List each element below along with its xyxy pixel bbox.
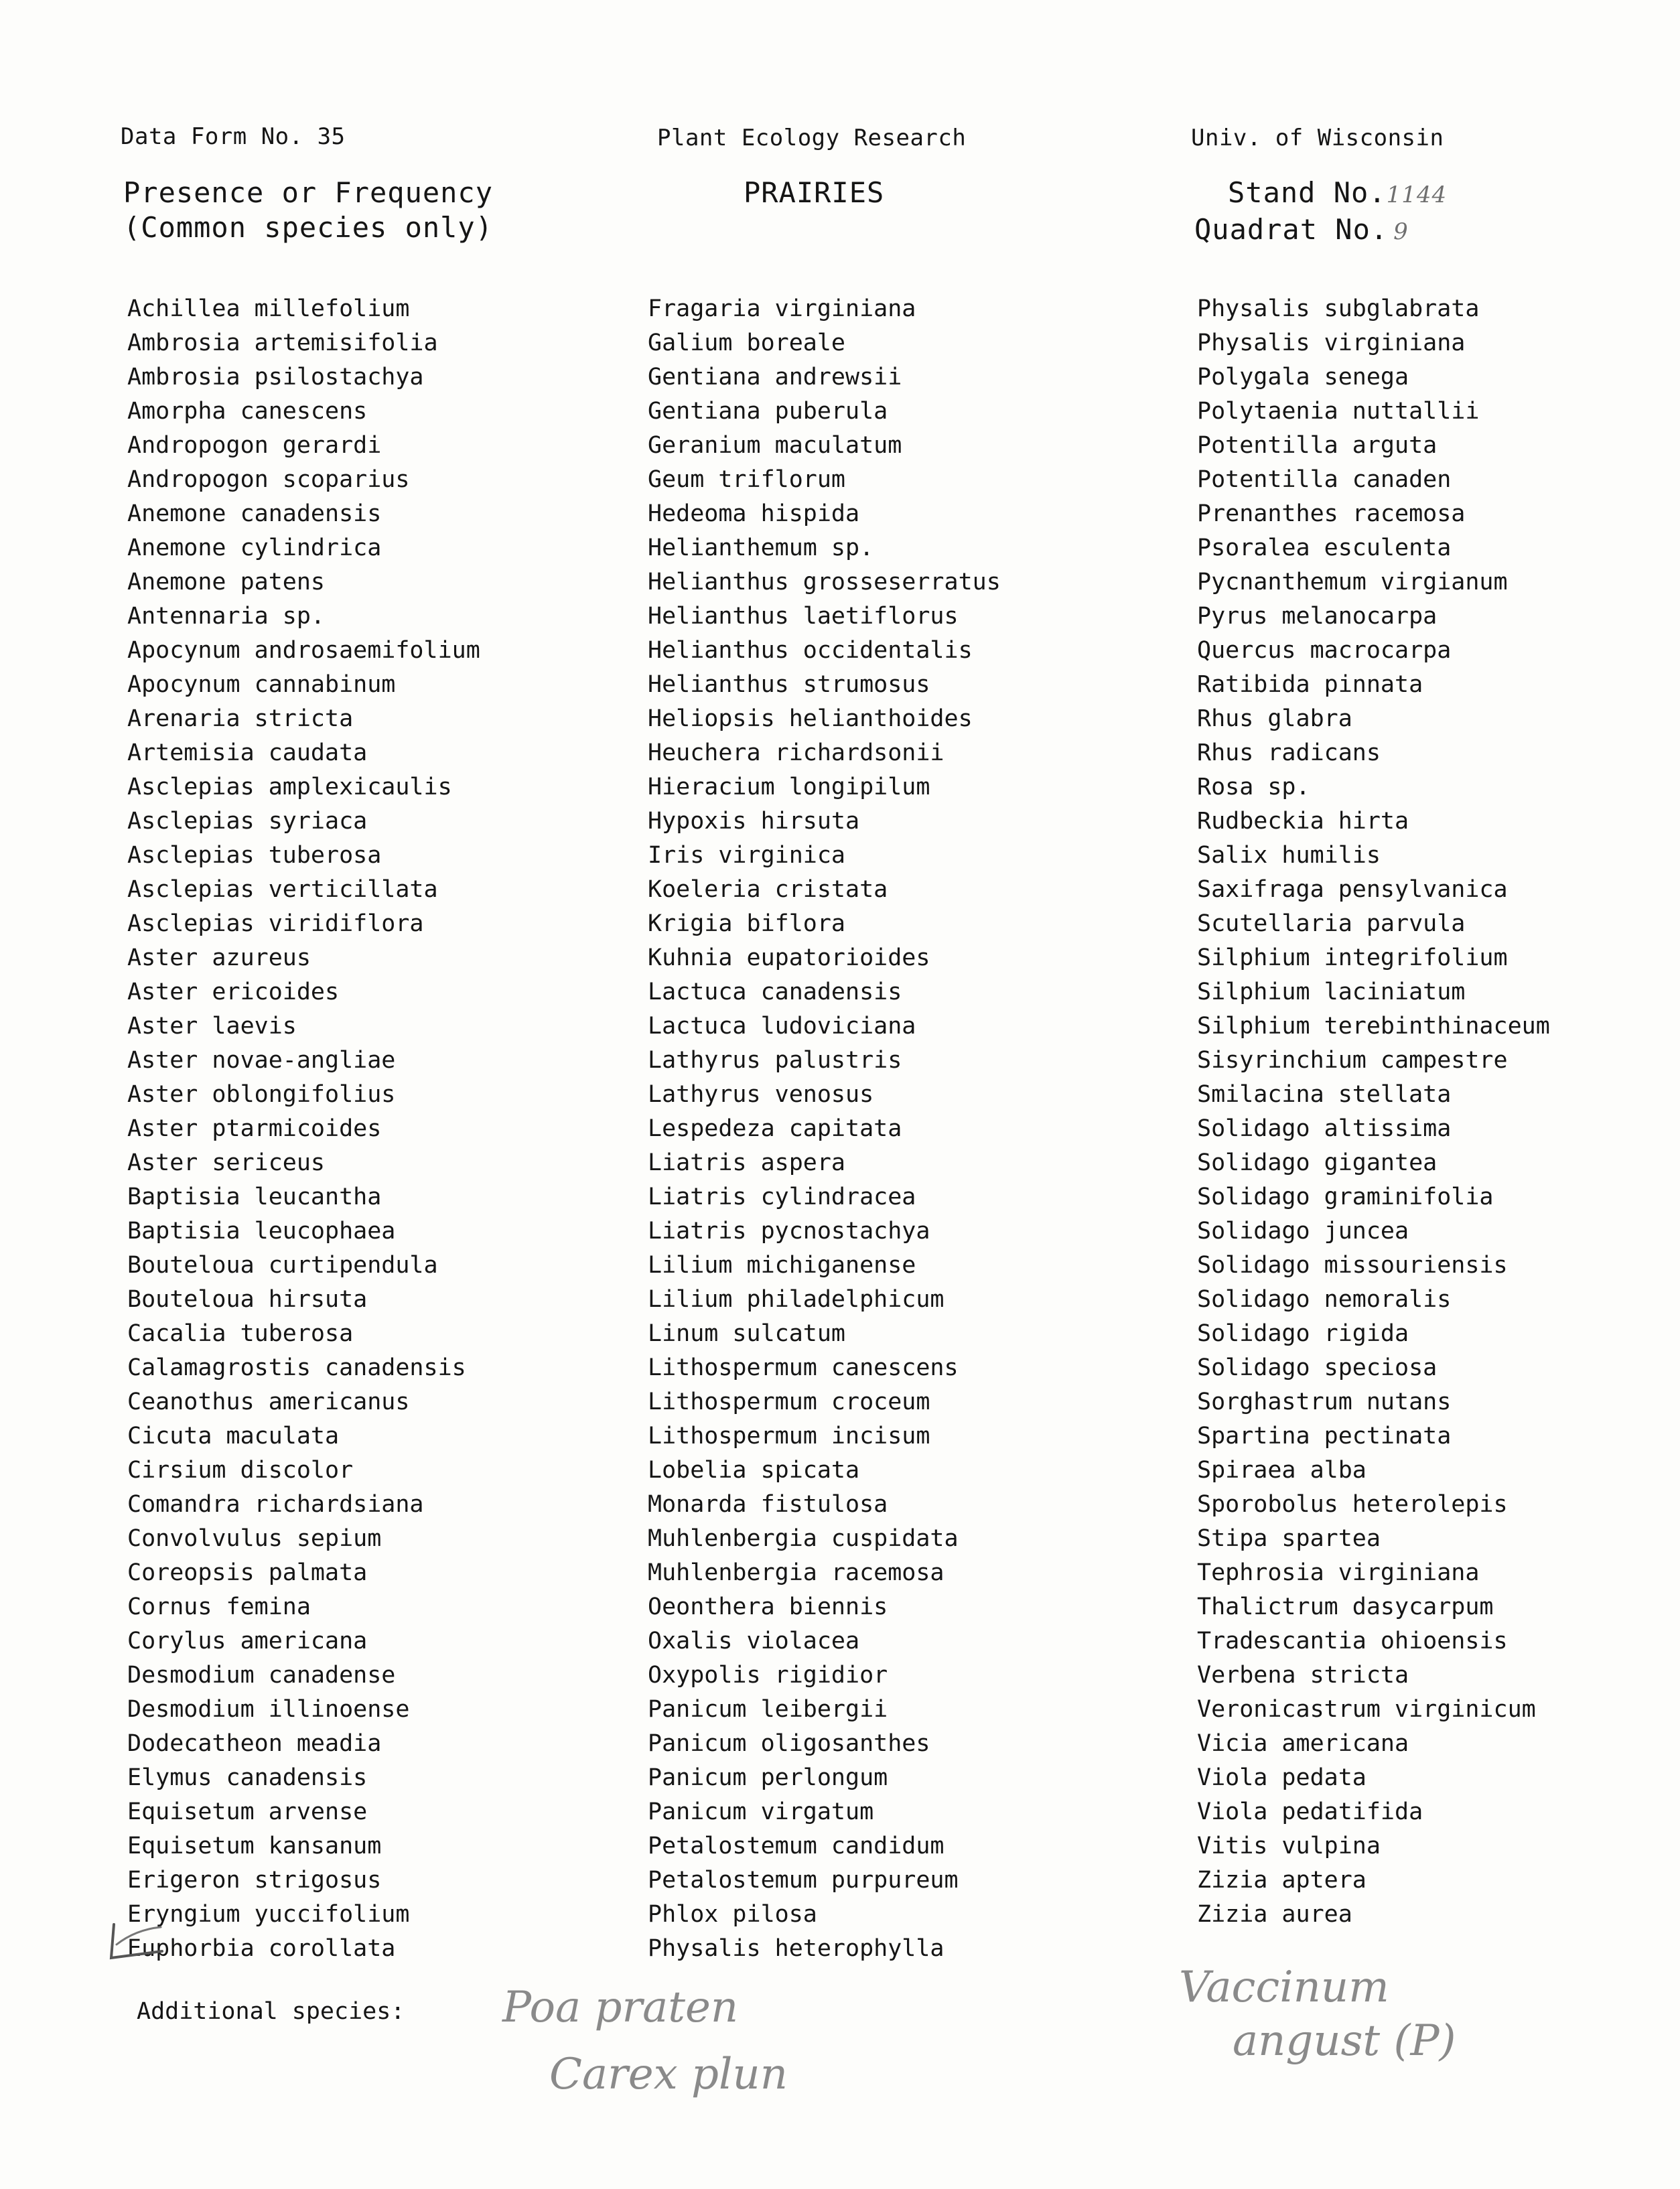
species-item: Iris virginica [648, 842, 846, 869]
species-item: Rudbeckia hirta [1197, 808, 1409, 835]
species-item: Stipa spartea [1197, 1525, 1381, 1552]
species-item: Apocynum androsaemifolium [127, 637, 480, 664]
species-item: Veronicastrum virginicum [1197, 1696, 1536, 1723]
check-mark-icon [109, 1918, 169, 1961]
species-item: Anemone cylindrica [127, 535, 382, 561]
stand-number-row [1194, 175, 1447, 212]
species-item: Solidago juncea [1197, 1218, 1409, 1245]
handwritten-note-angust: angust (P) [1233, 2016, 1456, 2066]
species-item: Euphorbia corollata [127, 1935, 396, 1962]
species-item: Lilium michiganense [648, 1252, 916, 1279]
species-item: Petalostemum purpureum [648, 1867, 959, 1894]
species-item: Salix humilis [1197, 842, 1381, 869]
form-title-center: PRAIRIES [744, 176, 885, 209]
species-item: Andropogon gerardi [127, 432, 382, 459]
species-item: Physalis virginiana [1197, 330, 1466, 356]
species-item: Rosa sp. [1197, 774, 1310, 800]
species-item: Achillea millefolium [127, 295, 410, 322]
species-item: Physalis subglabrata [1197, 295, 1480, 322]
handwritten-note-carex: Carex plun [549, 2050, 788, 2099]
species-item: Comandra richardsiana [127, 1491, 424, 1518]
species-item: Physalis heterophylla [648, 1935, 944, 1962]
species-item: Helianthus laetiflorus [648, 603, 959, 630]
species-item: Zizia aptera [1197, 1867, 1367, 1894]
species-item: Liatris cylindracea [648, 1184, 916, 1210]
species-item: Quercus macrocarpa [1197, 637, 1452, 664]
species-item: Dodecatheon meadia [127, 1730, 382, 1757]
species-item: Asclepias tuberosa [127, 842, 382, 869]
handwritten-note-poa: Poa praten [502, 1983, 739, 2032]
species-item: Solidago missouriensis [1197, 1252, 1508, 1279]
species-item: Spiraea alba [1197, 1457, 1367, 1484]
handwritten-note-vaccinum: Vaccinum [1179, 1963, 1389, 2012]
species-item: Polytaenia nuttallii [1197, 398, 1480, 425]
species-item: Lithospermum canescens [648, 1354, 959, 1381]
species-item: Solidago altissima [1197, 1115, 1452, 1142]
species-item: Liatris pycnostachya [648, 1218, 930, 1245]
title-line-2: (Common species only) [123, 211, 494, 244]
species-item: Corylus americana [127, 1628, 368, 1654]
species-item: Hypoxis hirsuta [648, 808, 860, 835]
species-column-1 [127, 292, 480, 1966]
species-item: Anemone canadensis [127, 500, 382, 527]
species-item: Cicuta maculata [127, 1423, 340, 1450]
species-item: Asclepias verticillata [127, 876, 438, 903]
species-item: Elymus canadensis [127, 1764, 368, 1791]
species-item: Cirsium discolor [127, 1457, 354, 1484]
species-item: Tradescantia ohioensis [1197, 1628, 1508, 1654]
species-item: Tephrosia virginiana [1197, 1559, 1480, 1586]
stand-quadrat-block [1194, 175, 1447, 249]
species-item: Lathyrus palustris [648, 1047, 902, 1074]
species-item: Hieracium longipilum [648, 774, 930, 800]
form-title-left [123, 175, 493, 245]
species-item: Solidago gigantea [1197, 1149, 1438, 1176]
species-item: Aster novae-angliae [127, 1047, 396, 1074]
stand-number-value: 1144 [1386, 182, 1448, 208]
species-item: Equisetum arvense [127, 1798, 368, 1825]
species-item: Lilium philadelphicum [648, 1286, 944, 1313]
species-item: Ambrosia artemisifolia [127, 330, 438, 356]
species-item: Ceanothus americanus [127, 1389, 410, 1415]
species-item: Koeleria cristata [648, 876, 888, 903]
species-item: Vicia americana [1197, 1730, 1409, 1757]
species-item: Potentilla arguta [1197, 432, 1438, 459]
species-item: Scutellaria parvula [1197, 910, 1466, 937]
form-number: Data Form No. 35 [121, 123, 346, 150]
species-item: Vitis vulpina [1197, 1833, 1381, 1859]
quadrat-number-label: Quadrat No. [1194, 213, 1389, 246]
species-item: Sorghastrum nutans [1197, 1389, 1452, 1415]
species-item: Monarda fistulosa [648, 1491, 888, 1518]
species-item: Aster ptarmicoides [127, 1115, 382, 1142]
species-item: Lobelia spicata [648, 1457, 860, 1484]
species-item: Verbena stricta [1197, 1662, 1409, 1689]
species-item: Aster ericoides [127, 979, 340, 1005]
species-item: Prenanthes racemosa [1197, 500, 1466, 527]
species-item: Thalictrum dasycarpum [1197, 1594, 1494, 1620]
species-item: Baptisia leucantha [127, 1184, 382, 1210]
species-item: Helianthus strumosus [648, 671, 930, 698]
species-item: Helianthus grosseserratus [648, 569, 1001, 595]
species-item: Pyrus melanocarpa [1197, 603, 1438, 630]
species-item: Antennaria sp. [127, 603, 326, 630]
species-item: Helianthus occidentalis [648, 637, 973, 664]
species-item: Krigia biflora [648, 910, 846, 937]
species-item: Aster oblongifolius [127, 1081, 396, 1108]
species-item: Andropogon scoparius [127, 466, 410, 493]
species-item: Convolvulus sepium [127, 1525, 382, 1552]
species-item: Asclepias viridiflora [127, 910, 424, 937]
species-item: Eryngium yuccifolium [127, 1901, 410, 1928]
species-item: Calamagrostis canadensis [127, 1354, 466, 1381]
species-item: Cacalia tuberosa [127, 1320, 354, 1347]
species-item: Oxypolis rigidior [648, 1662, 888, 1689]
species-item: Apocynum cannabinum [127, 671, 396, 698]
species-item: Panicum perlongum [648, 1764, 888, 1791]
species-item: Psoralea esculenta [1197, 535, 1452, 561]
species-item: Anemone patens [127, 569, 326, 595]
species-item: Aster sericeus [127, 1149, 326, 1176]
species-item: Liatris aspera [648, 1149, 846, 1176]
species-item: Cornus femina [127, 1594, 311, 1620]
species-column-3 [1197, 292, 1550, 1932]
stand-number-label: Stand No. [1228, 176, 1387, 209]
quadrat-number-row [1194, 212, 1447, 249]
species-item: Fragaria virginiana [648, 295, 916, 322]
species-item: Oxalis violacea [648, 1628, 860, 1654]
species-item: Solidago nemoralis [1197, 1286, 1452, 1313]
species-item: Solidago rigida [1197, 1320, 1409, 1347]
species-item: Bouteloua hirsuta [127, 1286, 368, 1313]
species-item: Potentilla canaden [1197, 466, 1452, 493]
species-item: Desmodium canadense [127, 1662, 396, 1689]
species-item: Phlox pilosa [648, 1901, 817, 1928]
species-item: Sisyrinchium campestre [1197, 1047, 1508, 1074]
species-item: Silphium integrifolium [1197, 944, 1508, 971]
species-item: Kuhnia eupatorioides [648, 944, 930, 971]
species-item: Linum sulcatum [648, 1320, 846, 1347]
species-item: Heliopsis helianthoides [648, 705, 973, 732]
species-item: Saxifraga pensylvanica [1197, 876, 1508, 903]
species-item: Aster laevis [127, 1013, 297, 1040]
species-item: Smilacina stellata [1197, 1081, 1452, 1108]
species-item: Sporobolus heterolepis [1197, 1491, 1508, 1518]
species-item: Bouteloua curtipendula [127, 1252, 438, 1279]
species-item: Polygala senega [1197, 364, 1409, 391]
species-item: Lactuca canadensis [648, 979, 902, 1005]
species-item: Rhus glabra [1197, 705, 1352, 732]
species-item: Coreopsis palmata [127, 1559, 368, 1586]
species-item: Viola pedatifida [1197, 1798, 1423, 1825]
title-line-1: Presence or Frequency [123, 176, 494, 209]
species-item: Pycnanthemum virgianum [1197, 569, 1508, 595]
organization-name: Plant Ecology Research [657, 125, 967, 151]
species-item: Hedeoma hispida [648, 500, 860, 527]
species-item: Asclepias syriaca [127, 808, 368, 835]
species-item: Oeonthera biennis [648, 1594, 888, 1620]
species-item: Lespedeza capitata [648, 1115, 902, 1142]
species-item: Muhlenbergia cuspidata [648, 1525, 959, 1552]
species-item: Ambrosia psilostachya [127, 364, 424, 391]
species-item: Spartina pectinata [1197, 1423, 1452, 1450]
species-item: Helianthemum sp. [648, 535, 874, 561]
quadrat-number-value: 9 [1393, 218, 1409, 245]
species-item: Geum triflorum [648, 466, 846, 493]
species-item: Viola pedata [1197, 1764, 1367, 1791]
species-item: Amorpha canescens [127, 398, 368, 425]
species-item: Solidago speciosa [1197, 1354, 1438, 1381]
university-name: Univ. of Wisconsin [1191, 125, 1444, 151]
species-item: Panicum oligosanthes [648, 1730, 930, 1757]
species-item: Panicum leibergii [648, 1696, 888, 1723]
species-item: Equisetum kansanum [127, 1833, 382, 1859]
species-column-2 [648, 292, 1001, 1966]
species-item: Artemisia caudata [127, 739, 368, 766]
species-item: Lithospermum croceum [648, 1389, 930, 1415]
species-item: Lactuca ludoviciana [648, 1013, 916, 1040]
species-item: Asclepias amplexicaulis [127, 774, 452, 800]
species-item: Lathyrus venosus [648, 1081, 874, 1108]
species-item: Lithospermum incisum [648, 1423, 930, 1450]
species-item: Muhlenbergia racemosa [648, 1559, 944, 1586]
species-item: Desmodium illinoense [127, 1696, 410, 1723]
species-item: Ratibida pinnata [1197, 671, 1423, 698]
species-item: Zizia aurea [1197, 1901, 1352, 1928]
species-item: Solidago graminifolia [1197, 1184, 1494, 1210]
species-item: Aster azureus [127, 944, 311, 971]
species-item: Galium boreale [648, 330, 846, 356]
species-item: Baptisia leucophaea [127, 1218, 396, 1245]
species-item: Geranium maculatum [648, 432, 902, 459]
species-item: Erigeron strigosus [127, 1867, 382, 1894]
additional-species-label: Additional species: [137, 1998, 405, 2025]
species-item: Arenaria stricta [127, 705, 354, 732]
species-item: Gentiana andrewsii [648, 364, 902, 391]
species-item: Gentiana puberula [648, 398, 888, 425]
species-item: Silphium terebinthinaceum [1197, 1013, 1550, 1040]
species-item: Petalostemum candidum [648, 1833, 944, 1859]
species-item: Panicum virgatum [648, 1798, 874, 1825]
species-item: Silphium laciniatum [1197, 979, 1466, 1005]
species-item: Heuchera richardsonii [648, 739, 944, 766]
species-item: Rhus radicans [1197, 739, 1381, 766]
